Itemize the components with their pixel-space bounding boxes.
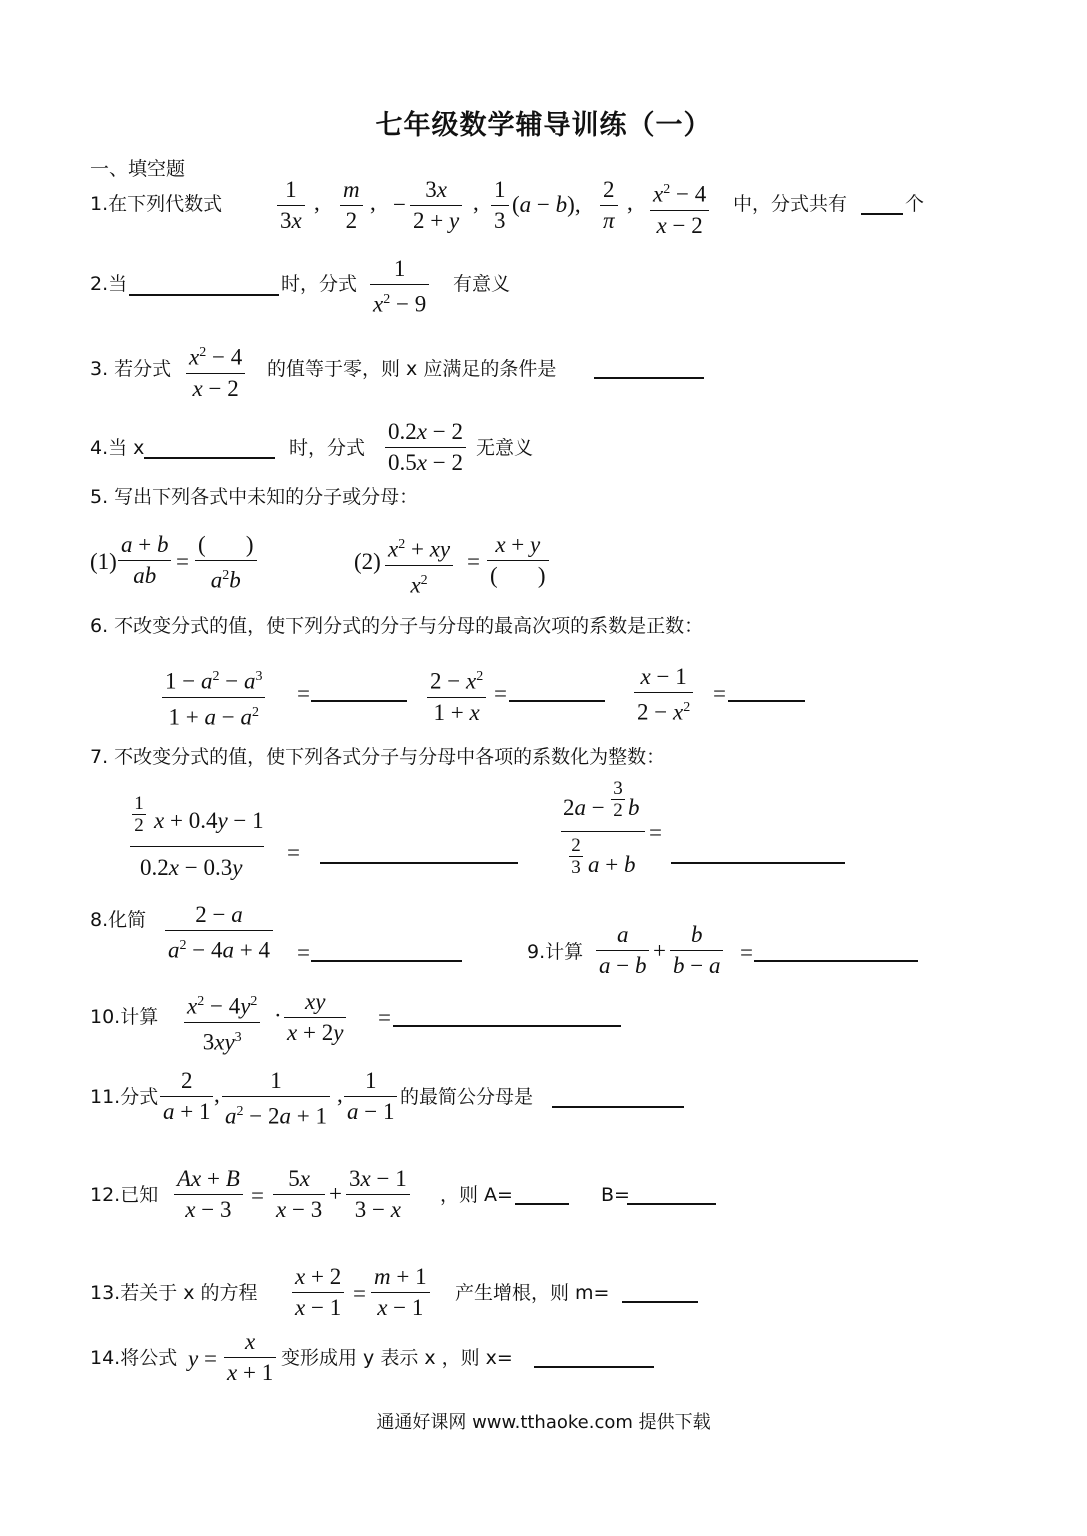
q1-frac-4: 1 3: [491, 175, 509, 236]
q3-frac: $x^2 - 4$ x − 2: [186, 338, 245, 404]
equals-sign: =: [713, 681, 726, 706]
q7-answer-blank-2[interactable]: [671, 862, 845, 864]
q7-frac-2-den-twothirds: 2 3: [569, 835, 583, 878]
q1-tail: 中，分式共有: [733, 193, 848, 215]
comma: ,: [214, 1082, 220, 1107]
q9-answer-blank[interactable]: [754, 960, 918, 962]
q1-label: 1.在下列代数式: [90, 193, 223, 215]
comma: ,: [370, 190, 376, 215]
q7-frac-2-bar: [561, 831, 645, 832]
equals-sign: =: [378, 1005, 391, 1030]
comma: ,: [314, 190, 320, 215]
q4-frac: 0.2x − 2 0.5x − 2: [385, 417, 466, 478]
q10-frac-1: $x^2 - 4y^2$ $3xy^3$: [184, 987, 260, 1058]
q8-answer-blank[interactable]: [311, 960, 462, 962]
q3-answer-blank[interactable]: [594, 377, 704, 379]
q7-frac-2-numerator: 2a −: [563, 795, 605, 820]
q14-formula-lhs: y =: [188, 1346, 217, 1371]
q12-frac-1: Ax + B x − 3: [174, 1164, 243, 1225]
q11-tail: 的最简公分母是: [400, 1086, 534, 1108]
q11-frac-1: 2 a + 1: [160, 1066, 213, 1127]
q13-label: 13.若关于 x 的方程: [90, 1282, 258, 1304]
q7-label: 7. 不改变分式的值，使下列各式分子与分母中各项的系数化为整数：: [90, 746, 666, 768]
q12-label: 12.已知: [90, 1184, 159, 1206]
q7-frac-2-denominator: a + b: [588, 852, 636, 877]
q8-label: 8.化简: [90, 909, 147, 931]
q2-mid: 时，分式: [281, 273, 358, 295]
q7-answer-blank-1[interactable]: [320, 862, 518, 864]
q7-frac-1-bar: [130, 846, 264, 847]
plus-sign: +: [653, 938, 666, 963]
q5-frac-2-left: $x^2$ + xy $x^2$: [385, 530, 453, 601]
q4-tail: 无意义: [476, 437, 534, 459]
q11-answer-blank[interactable]: [552, 1106, 684, 1108]
q3-tail: 的值等于零，则 x 应满足的条件是: [267, 358, 557, 380]
q10-frac-2: xy x + 2y: [284, 987, 346, 1048]
q2-frac: 1 $x^2 - 9$: [370, 254, 429, 320]
q11-frac-3: 1 a − 1: [344, 1066, 397, 1127]
q11-frac-2: 1 $a^2 - 2a + 1$: [222, 1066, 330, 1132]
q6-frac-3: x − 1 $2 - x^2$: [634, 662, 693, 728]
q1-unit: 个: [905, 193, 925, 215]
equals-sign: =: [297, 681, 310, 706]
q14-label: 14.将公式: [90, 1347, 178, 1369]
q9-frac-1: a a − b: [596, 920, 649, 981]
q10-label: 10.计算: [90, 1006, 159, 1028]
comma: ,: [473, 190, 479, 215]
q12-tail-a: ，则 A=: [440, 1184, 513, 1206]
section-heading: 一、填空题: [90, 158, 186, 180]
q1-frac-2: m 2: [340, 175, 363, 236]
q12-frac-3: 3x − 1 3 − x: [346, 1164, 410, 1225]
q2-answer-blank[interactable]: [129, 294, 279, 296]
q6-frac-1: $1 - a^2 - a^3$ $1 + a - a^2$: [162, 662, 265, 733]
equals-sign: =: [649, 820, 662, 845]
q4-mid: 时，分式: [289, 437, 366, 459]
q5-part-1-label: (1): [90, 549, 117, 574]
equals-sign: =: [494, 681, 507, 706]
comma: ,: [627, 190, 633, 215]
equals-sign: =: [176, 549, 189, 574]
q7-frac-1-denominator: 0.2x − 0.3y: [140, 855, 243, 880]
q1-answer-blank[interactable]: [861, 213, 903, 215]
q7-frac-2-num-b: b: [628, 795, 640, 820]
page-title: 七年级数学辅导训练（一）: [375, 110, 712, 141]
q1-expr-4: (a − b),: [512, 192, 581, 217]
comma: ,: [337, 1082, 343, 1107]
q5-label: 5. 写出下列各式中未知的分子或分母：: [90, 486, 419, 508]
equals-sign: =: [287, 840, 300, 865]
q14-mid: 变形成用 y 表示 x ，则 x=: [281, 1347, 513, 1369]
q7-frac-1-num-half: $\frac{1}{2}$: [132, 793, 146, 836]
q1-frac-1: 1 3x: [277, 175, 305, 236]
footer-credit: 通通好课网 www.tthaoke.com 提供下载: [376, 1412, 711, 1433]
minus-sign: −: [393, 192, 406, 217]
q1-frac-6: $x^2 - 4$ x − 2: [650, 175, 709, 241]
q9-label: 9.计算: [527, 941, 584, 963]
q12-tail-b: B=: [601, 1184, 630, 1206]
multiply-dot: ·: [274, 1003, 282, 1028]
q6-label: 6. 不改变分式的值，使下列分式的分子与分母的最高次项的系数是正数：: [90, 615, 704, 637]
q4-label: 4.当 x: [90, 437, 145, 459]
q13-tail: 产生增根，则 m=: [455, 1282, 610, 1304]
q4-answer-blank[interactable]: [144, 457, 275, 459]
plus-sign: +: [329, 1181, 342, 1206]
equals-sign: =: [353, 1281, 366, 1306]
q7-frac-2-num-threehalves: 3 2: [611, 778, 625, 821]
q5-frac-1-right[interactable]: ( ) $a^2b$: [195, 530, 257, 596]
equals-sign: =: [740, 940, 753, 965]
q1-frac-5: 2 π: [600, 175, 618, 236]
equals-sign: =: [297, 940, 310, 965]
q13-frac-1: x + 2 x − 1: [292, 1262, 344, 1323]
q6-answer-blank-3[interactable]: [728, 700, 805, 702]
q12-answer-blank-a[interactable]: [515, 1203, 569, 1205]
q3-label: 3. 若分式: [90, 358, 172, 380]
q13-answer-blank[interactable]: [622, 1301, 698, 1303]
equals-sign: =: [251, 1183, 264, 1208]
q9-frac-2: b b − a: [670, 920, 723, 981]
q14-frac: x x + 1: [224, 1327, 276, 1388]
q6-answer-blank-2[interactable]: [509, 700, 605, 702]
q5-frac-2-right[interactable]: x + y ( ): [487, 530, 549, 591]
q13-frac-2: m + 1 x − 1: [371, 1262, 430, 1323]
q5-part-2-label: (2): [354, 549, 381, 574]
q7-frac-1-numerator: x + 0.4y − 1: [154, 808, 264, 833]
q12-answer-blank-b[interactable]: [627, 1203, 716, 1205]
q12-frac-2: 5x x − 3: [273, 1164, 325, 1225]
q10-answer-blank[interactable]: [393, 1025, 621, 1027]
q6-answer-blank-1[interactable]: [311, 700, 407, 702]
q14-answer-blank[interactable]: [534, 1366, 654, 1368]
q6-frac-2: $2 - x^2$ 1 + x: [427, 662, 486, 728]
q2-label: 2.当: [90, 273, 128, 295]
equals-sign: =: [467, 549, 480, 574]
q8-frac: 2 − a $a^2 - 4a + 4$: [165, 900, 273, 966]
q2-tail: 有意义: [453, 273, 511, 295]
q1-frac-3: 3x 2 + y: [410, 175, 462, 236]
q5-frac-1-left: a + b ab: [118, 530, 171, 591]
q11-label: 11.分式: [90, 1086, 159, 1108]
